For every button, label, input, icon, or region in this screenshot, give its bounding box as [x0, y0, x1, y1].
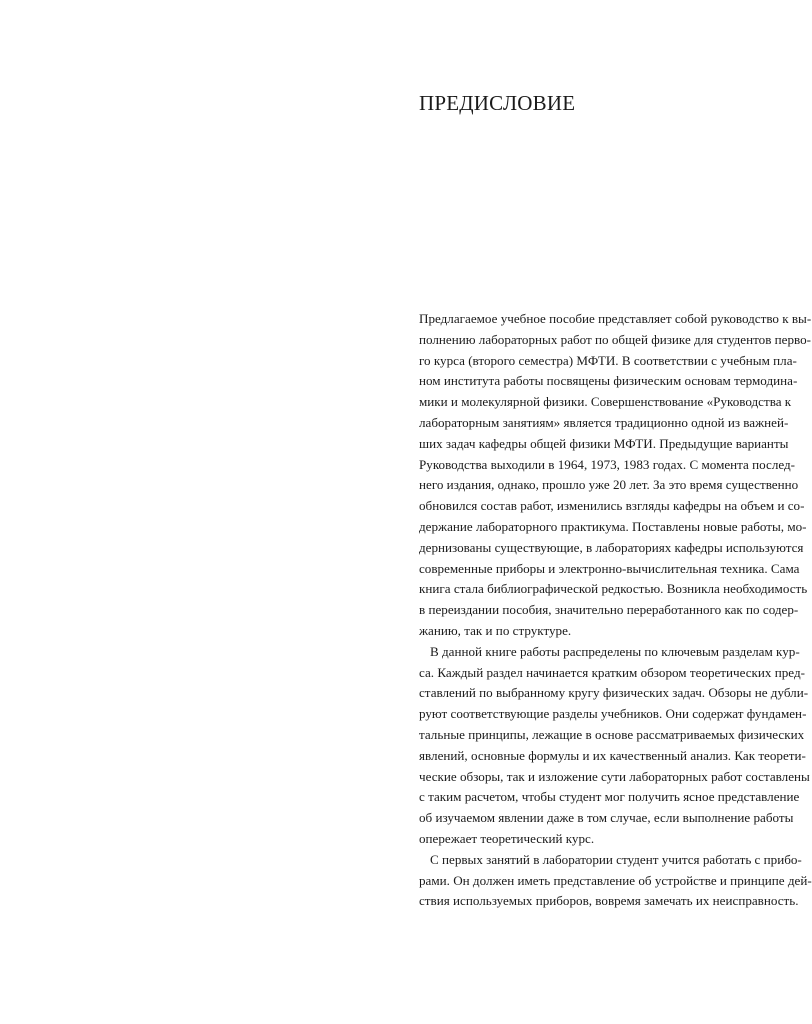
- text-line: са. Каждый раздел начинается кратким обзором теоретических пред-: [419, 664, 805, 680]
- page-heading: ПРЕДИСЛОВИЕ: [419, 91, 576, 115]
- text-line: книга стала библиографической редкостью. Возникла необходимость: [419, 581, 808, 597]
- text-line: опережает теоретический курс.: [419, 830, 595, 846]
- text-line: руют соответствующие разделы учебников. Они содержат фундамен-: [419, 706, 807, 722]
- text-line: современные приборы и электронно-вычислительная техника. Сама: [419, 560, 800, 576]
- text-line: обновился состав работ, изменились взгляды кафедры на объем и со-: [419, 498, 805, 514]
- text-line: тальные принципы, лежащие в основе рассматриваемых физических: [419, 726, 805, 742]
- text-line: ном института работы посвящены физическим основам термодина-: [419, 373, 798, 389]
- text-line: го курса (второго семестра) МФТИ. В соответствии с учебным пла-: [419, 352, 797, 368]
- text-line: Руководства выходили в 1964, 1973, 1983 годах. С момента послед-: [419, 456, 796, 472]
- body-text: [419, 309, 812, 912]
- text-line: с таким расчетом, чтобы студент мог получить ясное представление: [419, 789, 800, 805]
- text-line: ствия используемых приборов, вовремя замечать их неисправность.: [419, 893, 799, 909]
- paragraph-3: [419, 850, 812, 912]
- text-line: жанию, так и по структуре.: [419, 622, 572, 638]
- text-line: С первых занятий в лаборатории студент учится работать с прибо-: [430, 851, 802, 867]
- text-line: держание лабораторного практикума. Поставлены новые работы, мо-: [419, 518, 807, 534]
- text-line: об изучаемом явлении даже в том случае, если выполнение работы: [419, 810, 794, 826]
- text-line: ческие обзоры, так и изложение сути лабораторных работ составлены: [419, 768, 810, 784]
- text-line: Предлагаемое учебное пособие представляет собой руководство к вы-: [419, 311, 812, 326]
- paragraph-2: [419, 642, 810, 850]
- text-line: в переиздании пособия, значительно переработанного как по содер-: [419, 602, 799, 618]
- text-line: явлений, основные формулы и их качественный анализ. Как теорети-: [419, 747, 806, 763]
- text-line: него издания, однако, прошло уже 20 лет. За это время существенно: [419, 477, 799, 493]
- text-line: лабораторным занятиям» является традиционно одной из важней-: [419, 414, 789, 430]
- paragraph-1: [419, 309, 812, 642]
- text-line: ших задач кафедры общей физики МФТИ. Предыдущие варианты: [419, 435, 789, 451]
- text-line: полнению лабораторных работ по общей физике для студентов перво-: [419, 331, 812, 347]
- text-line: ставлений по выбранному кругу физических задач. Обзоры не дубли-: [419, 685, 809, 701]
- text-line: В данной книге работы распределены по ключевым разделам кур-: [430, 643, 800, 659]
- text-line: дернизованы существующие, в лабораториях кафедры используются: [419, 539, 804, 555]
- text-line: мики и молекулярной физики. Совершенствование «Руководства к: [419, 394, 792, 410]
- text-line: рами. Он должен иметь представление об устройстве и принципе дей-: [419, 872, 812, 888]
